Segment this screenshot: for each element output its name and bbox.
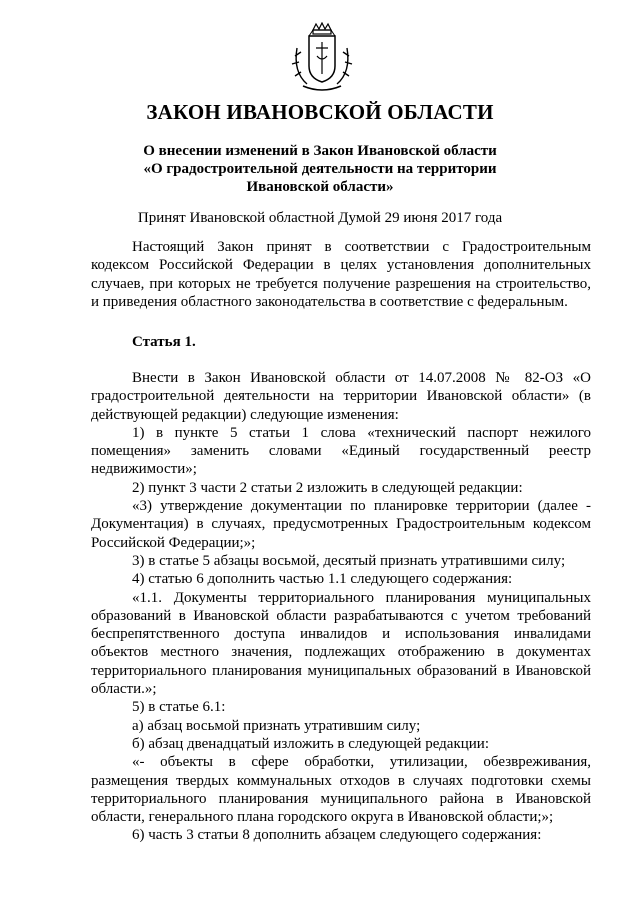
article-heading: Статья 1. xyxy=(132,334,196,350)
article-paragraph: 3) в статье 5 абзацы восьмой, десятый признать утратившими силу; xyxy=(132,552,566,569)
article-paragraph: «- объекты в сфере обработки, утилизации, обезвреживания, размещения твердых коммунальных отходов в случаях подготовки схемы территориального планирования муниципального района в Ивановской области, генерального плана городского округа в Ивановской области;»; xyxy=(91,754,591,826)
subtitle-line: Ивановской области» xyxy=(246,179,394,195)
adoption-line: Принят Ивановской областной Думой 29 июня 2017 года xyxy=(137,210,503,226)
preamble-block xyxy=(91,238,591,311)
coat-of-arms-icon xyxy=(289,22,355,94)
preamble-paragraph: Настоящий Закон принят в соответствии с Градостроительным кодексом Российской Федерации в целях установления дополнительных случаев, при которых не требуется получение разрешения на строительство, и приведения областного законодательства в соответствие с федеральным. xyxy=(91,239,591,310)
article-body xyxy=(91,369,591,845)
article-paragraph: 1) в пункте 5 статьи 1 слова «технический паспорт нежилого помещения» заменить словами «Единый государственный реестр недвижимости»; xyxy=(91,424,591,478)
document-subtitle xyxy=(0,142,640,196)
document-title: ЗАКОН ИВАНОВСКОЙ ОБЛАСТИ xyxy=(146,100,494,124)
article-paragraph: «3) утверждение документации по планировке территории (далее - Документация) в случаях, предусмотренных Градостроительным кодексом Российской Федерации;»; xyxy=(91,498,591,551)
article-paragraph: Внести в Закон Ивановской области от 14.07.2008 № 82-ОЗ «О градостроительной деятельности на территории Ивановской области» (в действующей редакции) следующие изменения: xyxy=(91,370,591,423)
article-paragraph: 6) часть 3 статьи 8 дополнить абзацем следующего содержания: xyxy=(132,827,542,844)
subtitle-line: «О градостроительной деятельности на территории xyxy=(143,161,497,177)
article-paragraph: 5) в статье 6.1: xyxy=(132,699,226,716)
article-paragraph: а) абзац восьмой признать утратившим силу; xyxy=(132,717,421,734)
article-paragraph: 2) пункт 3 части 2 статьи 2 изложить в следующей редакции: xyxy=(132,479,523,496)
article-paragraph: 4) статью 6 дополнить частью 1.1 следующего содержания: xyxy=(132,571,513,588)
subtitle-line: О внесении изменений в Закон Ивановской области xyxy=(143,143,497,159)
article-paragraph: «1.1. Документы территориального планирования муниципальных образований в Ивановской области разрабатываются с учетом требований беспрепятственного доступа инвалидов и использования инвалидами объектов местного значения, подлежащих отображению в документах территориального планирования муниципальных образований в Ивановской области.»; xyxy=(91,589,591,698)
article-paragraph: б) абзац двенадцатый изложить в следующей редакции: xyxy=(132,735,489,752)
